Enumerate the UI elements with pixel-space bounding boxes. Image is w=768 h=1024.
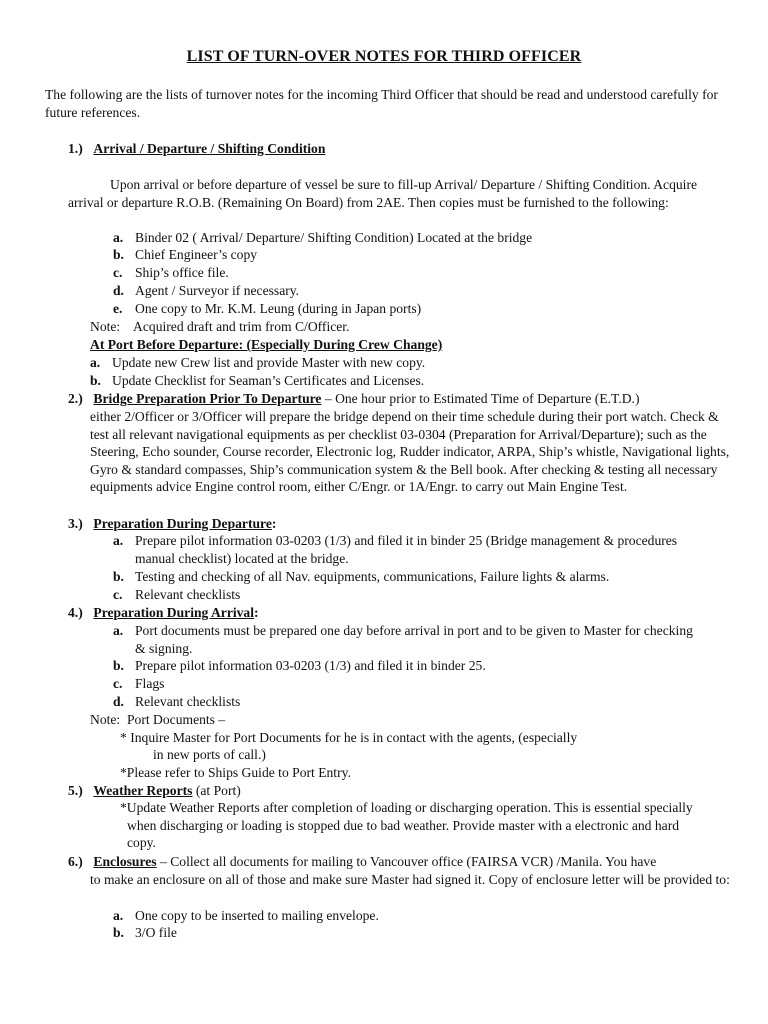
page-title: LIST OF TURN-OVER NOTES FOR THIRD OFFICER	[186, 48, 582, 65]
section-4-note: Note: Port Documents –	[90, 712, 226, 727]
section-1-subheading: At Port Before Departure: (Especially During Crew Change)	[90, 337, 443, 352]
section-number: 5.)	[68, 783, 83, 798]
section-lead: – Collect all documents for mailing to Vancouver office (FAIRSA VCR) /Manila. You have	[156, 854, 657, 869]
section-number: 1.)	[68, 141, 83, 156]
section-1-paragraph: Upon arrival or before departure of vessel be sure to fill-up Arrival/ Departure / Shifting Condition. Acquire arrival or departure R.O.B. (Remaining On Board) from 2AE. Then copies must be furnished to the following:	[68, 177, 698, 210]
section-heading: Preparation During Arrival	[93, 605, 255, 620]
section-number: 6.)	[68, 854, 83, 869]
section-lead: – One hour prior to Estimated Time of Departure (E.T.D.)	[321, 391, 640, 406]
section-1-header	[68, 140, 748, 158]
section-2-header	[68, 390, 748, 408]
section-5-header: 5.) Weather Reports (at Port)	[68, 783, 241, 798]
section-heading: Weather Reports	[93, 783, 193, 798]
section-6-header	[68, 853, 748, 871]
section-heading: Bridge Preparation Prior To Departure	[93, 391, 322, 406]
section-1-note: Note: Acquired draft and trim from C/Officer.	[90, 319, 350, 334]
section-2-body: either 2/Officer or 3/Officer will prepare the bridge depend on their time schedule during their port watch. Check & test all relevant navigational equipments as per checklist 03-0304 (Preparation for Arrival/Departure); such as the Steering, Echo sounder, Course recorder, Electronic log, Rudder indicator, ARPA, Ship’s whistle, Navigational lights, Gyro & standard compasses, Ship’s communication system & the Bell book. After checking & testing all necessary equipments advice Engine control room, either C/Engr. or 1A/Engr. to carry out Main Engine Test.	[90, 409, 730, 495]
section-4-header: 4.) Preparation During Arrival:	[68, 605, 259, 620]
section-number: 2.)	[68, 391, 83, 406]
section-heading: Enclosures	[93, 854, 157, 869]
section-heading: Arrival / Departure / Shifting Condition	[93, 141, 326, 156]
weather-bullet: *Update Weather Reports after completion of loading or discharging operation. This is essential specially when discharging or loading is stopped due to bad weather. Provide master with a electronic and hard copy.	[120, 800, 693, 851]
note-bullet-continuation: in new ports of call.)	[153, 747, 266, 762]
note-bullet: * Inquire Master for Port Documents for he is in contact with the agents, (especially	[120, 730, 578, 745]
section-number: 3.)	[68, 516, 83, 531]
section-heading: Preparation During Departure	[93, 516, 272, 531]
section-6-body: to make an enclosure on all of those and make sure Master had signed it. Copy of enclosure letter will be provided to:	[90, 872, 730, 887]
intro-paragraph: The following are the lists of turnover notes for the incoming Third Officer that should be read and understood carefully for future references.	[45, 87, 718, 120]
document-page: LIST OF TURN-OVER NOTES FOR THIRD OFFICER The following are the lists of turnover notes for the incoming Third Officer that should be read and understood carefully for future references. 1.) Arrival / Departure / Shifting Condition Upon arrival or before departure of vessel be sure to fill-up Arrival/ Departure / Shifting Condition. Acquire arrival or departure R.O.B. (Remaining On Board) from 2AE. Then copies must be furnished to the following: a. Binder 02 ( Arrival/ Departure/ Shifting Condition) Located at the bridge b. Chief Engineer’s copy c. Ship’s office file. d. Agent / Surveyor if necessary. e. One copy to Mr. K.M. Leung (during in Japan ports) Note: Acquired draft and trim from C/Officer. At Port Before Departure: (Especially During Crew Change) a. Update new Crew list and provide Master with new copy. b. Update Checklist for Seaman’s Certificates and Licenses. 2.) Bridge Preparation Prior To Departure – One hour prior to Estimated Time of Departure (E.T.D.) either 2/Officer or 3/Officer will prepare the bridge depend on their time schedule during their port watch. Check & test all relevant navigational equipments as per checklist 03-0304 (Preparation for Arrival/Departure); such as the Steering, Echo sounder, Course recorder, Electronic log, Rudder indicator, ARPA, Ship’s whistle, Navigational lights, Gyro & standard compasses, Ship’s communication system & the Bell book. After checking & testing all necessary equipments advice Engine control room, either C/Engr. or 1A/Engr. to carry out Main Engine Test. 3.) Preparation During Departure: a. Prepare pilot information 03-0203 (1/3) and filed it in binder 25 (Bridge management & procedures manual checklist) located at the bridge. b. Testing and checking of all Nav. equipments, communications, Failure lights & alarms. c. Relevant checklists 4.) Preparation During Arrival: a. Port documents must be prepared one day before arrival in port and to be given to Master for checking & signing. b. Prepare pilot information 03-0203 (1/3) and filed it in binder 25. c. Flags d. Relevant checklists Note: Port Documents – * Inquire Master for Port Documents for he is in contact with the agents, (especially in new ports of call.) *Please refer to Ships Guide to Port Entry. 5.) Weather Reports (at Port) *Update Weather Reports after completion of loading or discharging operation. This is essential specially when discharging or loading is stopped due to bad weather. Provide master with a electronic and hard copy. 6.) Enclosures – Collect all documents for mailing to Vancouver office (FAIRSA VCR) /Manila. You have to make an enclosure on all of those and make sure Master had signed it. Copy of enclosure letter will be provided to: a. One copy to be inserted to mailing envelope. b. 3/O file	[0, 0, 768, 1024]
note-bullet: *Please refer to Ships Guide to Port Entry.	[120, 765, 351, 780]
section-3-header: 3.) Preparation During Departure:	[68, 516, 277, 531]
section-number: 4.)	[68, 605, 83, 620]
